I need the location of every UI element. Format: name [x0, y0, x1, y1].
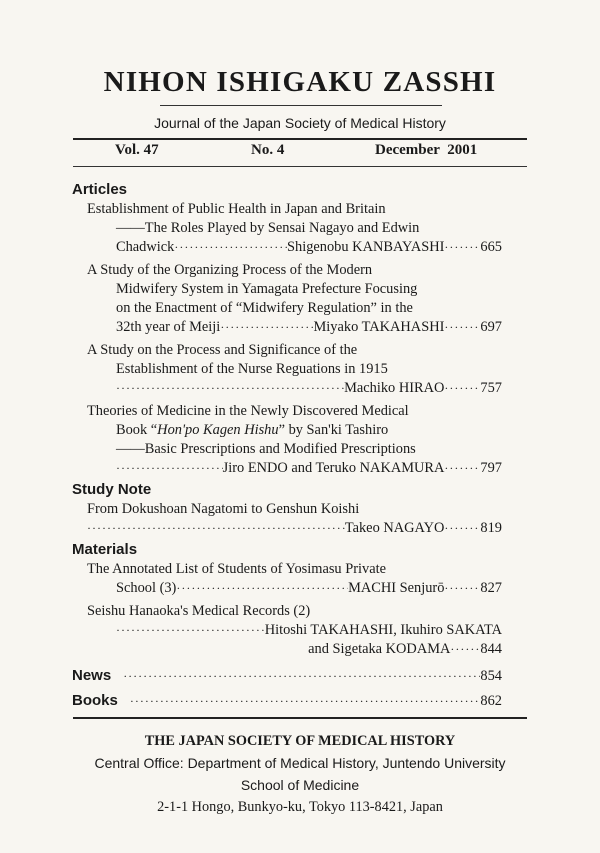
office-address-line: School of Medicine [240, 777, 360, 793]
footer-rule [73, 717, 527, 719]
material-page: 827 [480, 580, 502, 596]
office-address-line: Central Office: Department of Medical History, Juntendo University [94, 755, 506, 771]
study-note-entry[interactable] [72, 500, 502, 538]
article-title-line: Theories of Medicine in the Newly Discovered Medical [87, 403, 409, 419]
material-author: Hitoshi TAKAHASHI, Ikuhiro SAKATA [264, 622, 502, 638]
article-page: 697 [480, 319, 502, 335]
article-author: Jiro ENDO and Teruko NAKAMURA [222, 460, 445, 476]
material-byline [72, 579, 502, 598]
issue-date-label: December 2001 [375, 142, 478, 158]
material-title-line: School (3) [116, 580, 177, 596]
article-byline [72, 459, 502, 478]
section-heading-news: News [72, 667, 112, 684]
material-author: and Sigetaka KODAMA [308, 641, 451, 657]
article-author: Miyako TAKAHASHI [313, 319, 445, 335]
section-heading-materials: Materials [72, 541, 138, 558]
article-entry[interactable] [72, 261, 502, 337]
material-page: 844 [480, 641, 502, 657]
article-title-line [72, 421, 502, 440]
article-title-line: A Study on the Process and Significance of the [87, 342, 358, 358]
article-page: 757 [480, 380, 502, 396]
article-author: Machiko HIRAO [344, 380, 445, 396]
study-note-byline [72, 519, 502, 538]
article-byline [72, 379, 502, 398]
article-title-line: on the Enactment of “Midwifery Regulation” in the [116, 300, 413, 316]
journal-title: NIHON ISHIGAKU ZASSHI [103, 66, 497, 98]
dot-leader [116, 621, 265, 640]
issue-bottom-rule [73, 166, 527, 167]
material-byline [72, 640, 502, 659]
title-divider [160, 105, 442, 106]
news-page: 854 [480, 668, 502, 684]
section-heading-articles: Articles [72, 181, 128, 198]
article-byline [72, 318, 502, 337]
article-title-line: Midwifery System in Yamagata Prefecture Focusing [116, 281, 418, 297]
society-name: THE JAPAN SOCIETY OF MEDICAL HISTORY [144, 733, 456, 749]
publisher-footer [0, 730, 600, 818]
dot-leader: ······ [450, 642, 481, 656]
article-title-line: 32th year of Meiji [116, 319, 221, 335]
study-note-page: 819 [480, 520, 502, 536]
article-author: Shigenobu KANBAYASHI [287, 239, 445, 255]
news-entry[interactable] [72, 666, 502, 686]
dot-leader [176, 579, 348, 598]
book-title-italic: Hon'po Kagen Hishu [157, 422, 279, 438]
article-page: 665 [480, 239, 502, 255]
study-note-title: From Dokushoan Nagatomi to Genshun Koishi [87, 501, 360, 517]
issue-info [115, 142, 515, 162]
material-entry[interactable] [72, 560, 502, 598]
article-entry[interactable] [72, 341, 502, 398]
issue-top-rule [73, 138, 527, 140]
dot-leader [123, 667, 480, 686]
dot-leader [444, 459, 480, 478]
dot-leader [116, 459, 223, 478]
article-title-line: ——The Roles Played by Sensai Nagayo and Edwin [116, 220, 420, 236]
article-entry[interactable] [72, 402, 502, 478]
table-of-contents [72, 180, 502, 711]
issue-number-label: No. 4 [251, 142, 285, 158]
dot-leader [444, 579, 480, 598]
material-byline [72, 621, 502, 640]
journal-subtitle: Journal of the Japan Society of Medical History [154, 115, 446, 131]
article-title-line: ——Basic Prescriptions and Modified Prescriptions [116, 441, 416, 457]
material-title-line: Seishu Hanaoka's Medical Records (2) [87, 603, 311, 619]
dot-leader [87, 519, 345, 538]
dot-leader [174, 238, 287, 257]
books-entry[interactable] [72, 691, 502, 711]
dot-leader [130, 692, 481, 711]
dot-leader [220, 318, 313, 337]
dot-leader [444, 379, 480, 398]
material-entry[interactable] [72, 602, 502, 659]
title-text: ” by San'ki Tashiro [278, 422, 389, 438]
dot-leader [444, 318, 480, 337]
dot-leader [444, 238, 480, 257]
books-page: 862 [480, 693, 502, 709]
title-text: Book “ [116, 422, 158, 438]
article-title-line: Establishment of Public Health in Japan and Britain [87, 201, 386, 217]
material-author: MACHI Senjurō [348, 580, 445, 596]
section-heading-books: Books [72, 692, 118, 709]
article-byline [72, 238, 502, 257]
dot-leader [444, 519, 480, 538]
article-page: 797 [480, 460, 502, 476]
article-entry[interactable] [72, 200, 502, 257]
volume-label: Vol. 47 [115, 142, 159, 158]
article-title-line: A Study of the Organizing Process of the Modern [87, 262, 373, 278]
article-title-line: Chadwick [116, 239, 175, 255]
material-title-line: The Annotated List of Students of Yosimasu Private [87, 561, 386, 577]
section-heading-study-note: Study Note [72, 481, 152, 498]
article-title-line: Establishment of the Nurse Reguations in 1915 [116, 361, 388, 377]
postal-address: 2-1-1 Hongo, Bunkyo-ku, Tokyo 113-8421, Japan [157, 799, 443, 815]
dot-leader [116, 379, 344, 398]
study-note-author: Takeo NAGAYO [344, 520, 445, 536]
